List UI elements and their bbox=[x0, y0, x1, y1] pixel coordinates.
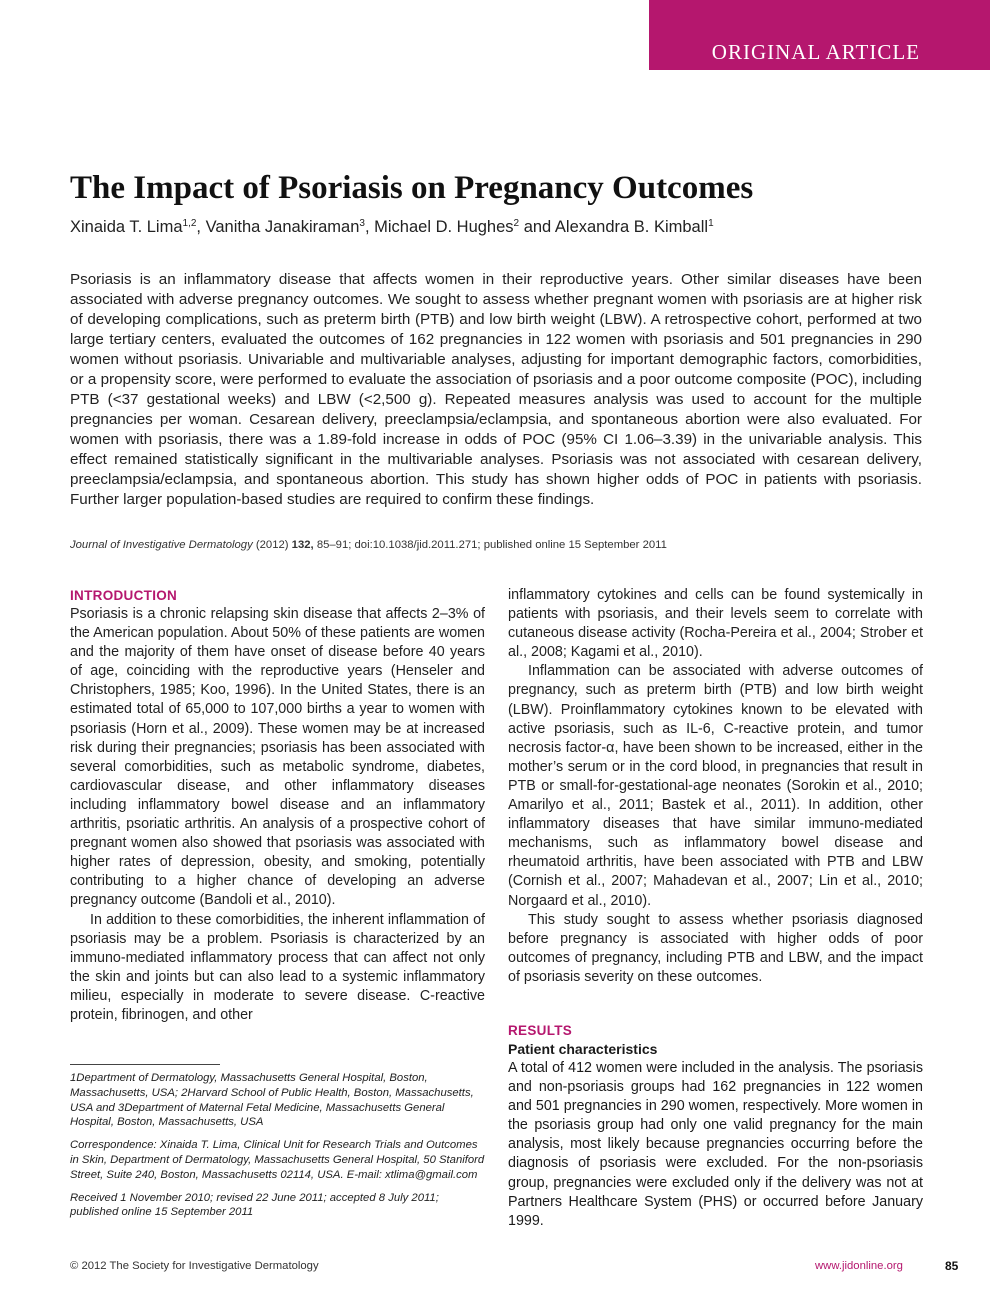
footnotes bbox=[70, 1071, 485, 1228]
introduction-paragraph: This study sought to assess whether psoriasis diagnosed before pregnancy is associated with higher odds of poor outcomes of pregnancy, including PTB and LBW, and the impact of psoriasis severity on these outcomes. bbox=[508, 911, 923, 985]
left-column bbox=[70, 586, 485, 1048]
results-section bbox=[508, 1021, 923, 1233]
abstract: Psoriasis is an inflammatory disease that affects women in their reproductive years. Other similar diseases have been associated with adverse pregnancy outcomes. We sought to assess whether pregnant women with psoriasis are at higher risk of developing complications, such as preterm birth (PTB) and low birth weight (LBW). A retrospective cohort, performed at two large tertiary centers, evaluated the outcomes of 162 pregnancies in 122 women with psoriasis and 501 pregnancies in 290 women without psoriasis. Univariable and multivariable analyses, adjusting for important demographic factors, comorbidities, or a propensity score, were performed to evaluate the association of psoriasis and a poor outcome composite (POC), including PTB (<37 gestational weeks) and LBW (<2,500 g). Repeated measures analysis was used to account for the multiple pregnancies per woman. Cesarean delivery, preeclampsia/eclampsia, and spontaneous abortion were also evaluated. For women with psoriasis, there was a 1.89-fold increase in odds of POC (95% CI 1.06–3.39) in the univariable analysis. This effect remained statistically significant in the multivariable analyses. Psoriasis was not associated with cesarean delivery, preeclampsia/eclampsia, and spontaneous abortion. This study has shown higher odds of POC in patients with psoriasis. Further larger population-based studies are required to confirm these findings. bbox=[70, 271, 922, 508]
results-paragraph: A total of 412 women were included in the analysis. The psoriasis and non-psoriasis groups had 162 pregnancies in 122 women and 501 pregnancies in 290 women, respectively. More women in the psoriasis group had only one valid pregnancy for the main analysis, most likely because pregnancies occurring before the diagnosis of psoriasis were excluded. For the non-psoriasis group, pregnancies were excluded only if the delivery was not at Partners Healthcare System (PHS) or occurred before January 1999. bbox=[508, 1060, 923, 1229]
author-name: Alexandra B. Kimball bbox=[554, 218, 709, 236]
introduction-paragraph: In addition to these comorbidities, the inherent inflammation of psoriasis may be a problem. Psoriasis is characterized by an immuno-mediated inflammatory process that can affect not only the skin and joints but can also lead to a systemic inflammatory milieu, especially in moderate to severe disease. C-reactive protein, fibrinogen, and other bbox=[70, 911, 485, 1023]
received-dates-note: Received 1 November 2010; revised 22 June 2011; accepted 8 July 2011; published online 15 September 2011 bbox=[70, 1191, 439, 1219]
author-affiliation-mark: 1,2 bbox=[182, 218, 197, 229]
copyright-notice: © 2012 The Society for Investigative Dermatology bbox=[70, 1260, 319, 1272]
page-number: 85 bbox=[945, 1259, 959, 1273]
introduction-paragraph: Inflammation can be associated with adverse outcomes of pregnancy, such as preterm birth (PTB) and low birth weight (LBW). Proinflammatory cytokines known to be elevated with active psoriasis, such as IL-6, C-reactive protein, and tumor necrosis factor-α, have been shown to be increased, either in the mother’s serum or in the cord blood, in pregnancies that result in PTB or small-for-gestational-age neonates (Sorokin et al., 2010; Amarilyo et al., 2011; Bastek et al., 2011). In addition, other inflammatory diseases that have similar immuno-mediated mechanisms, such as inflammatory bowel disease and rheumatoid arthritis, have been associated with PTB and LBW (Cornish et al., 2007; Mahadevan et al., 2007; Lin et al., 2010; Norgaard et al., 2010). bbox=[508, 663, 923, 909]
author-affiliation-mark: 1 bbox=[708, 218, 714, 229]
article-type-label: ORIGINAL ARTICLE bbox=[711, 40, 920, 64]
author-name: Michael D. Hughes bbox=[374, 218, 514, 236]
author-conjunction: and bbox=[523, 218, 552, 236]
correspondence-note: Correspondence: Xinaida T. Lima, Clinical Unit for Research Trials and Outcomes in Skin, Department of Dermatology, Massachusetts General Hospital, 50 Staniford Street, Suite 240, Boston, Massachusetts 02114, USA. E-mail: xtlima@gmail.com bbox=[70, 1139, 485, 1181]
patient-characteristics-subheading: Patient characteristics bbox=[508, 1041, 658, 1057]
right-column bbox=[508, 586, 923, 986]
introduction-paragraph: Psoriasis is a chronic relapsing skin disease that affects 2–3% of the American population. About 50% of these patients are women and the majority of them have onset of disease before 40 years of age, coinciding with the reproductive years (Henseler and Christophers, 1985; Koo, 1996). In the United States, there is an estimated total of 65,000 to 107,000 births a year to women with psoriasis (Horn et al., 2009). These women may be at increased risk during their pregnancies; psoriasis has been associated with several comorbidities, such as metabolic syndrome, diabetes, cardiovascular disease, and other inflammatory diseases including inflammatory bowel disease and an inflammatory arthritis, psoriatic arthritis. An analysis of a prospective cohort of pregnant women also showed that psoriasis was associated with higher rates of depression, obesity, and smoking, potentially contributing to a higher chance of developing an adverse pregnancy outcome (Bandoli et al., 2010). bbox=[70, 606, 485, 909]
introduction-paragraph: inflammatory cytokines and cells can be found systemically in patients with psoriasis, and their levels seem to correlate with cutaneous disease activity (Rocha-Pereira et al., 2004; Strober et al., 2008; Kagami et al., 2010). bbox=[508, 587, 923, 661]
introduction-heading: INTRODUCTION bbox=[70, 588, 178, 603]
citation-volume: 132, bbox=[291, 539, 314, 551]
author-affiliation-mark: 3 bbox=[359, 218, 365, 229]
footnote-divider bbox=[70, 1064, 220, 1065]
results-heading: RESULTS bbox=[508, 1023, 573, 1038]
affiliations-note: 1Department of Dermatology, Massachusetts General Hospital, Boston, Massachusetts, USA; 2Harvard School of Public Health, Boston, Massachusetts, USA and 3Department of Maternal Fetal Medicine, Massachusetts General Hospital, Boston, Massachusetts, USA bbox=[70, 1072, 474, 1129]
journal-website-link[interactable]: www.jidonline.org bbox=[815, 1260, 903, 1272]
author-affiliation-mark: 2 bbox=[513, 218, 520, 229]
citation-details: 85–91; doi:10.1038/jid.2011.271; published online 15 September 2011 bbox=[316, 539, 667, 551]
author-name: Vanitha Janakiraman bbox=[205, 218, 360, 236]
article-type-banner bbox=[649, 0, 990, 70]
citation-year: (2012) bbox=[255, 539, 289, 551]
journal-name: Journal of Investigative Dermatology bbox=[70, 539, 253, 551]
citation-line bbox=[70, 539, 930, 551]
author-list: Xinaida T. Lima$^{1,2}$, Vanitha Janakiraman$^3$, Michael D. Hughes$^2$ and Alexandra B. Kimball$^1$ bbox=[70, 218, 714, 236]
author-name: Xinaida T. Lima bbox=[70, 218, 183, 236]
article-title: The Impact of Psoriasis on Pregnancy Outcomes bbox=[70, 170, 754, 206]
